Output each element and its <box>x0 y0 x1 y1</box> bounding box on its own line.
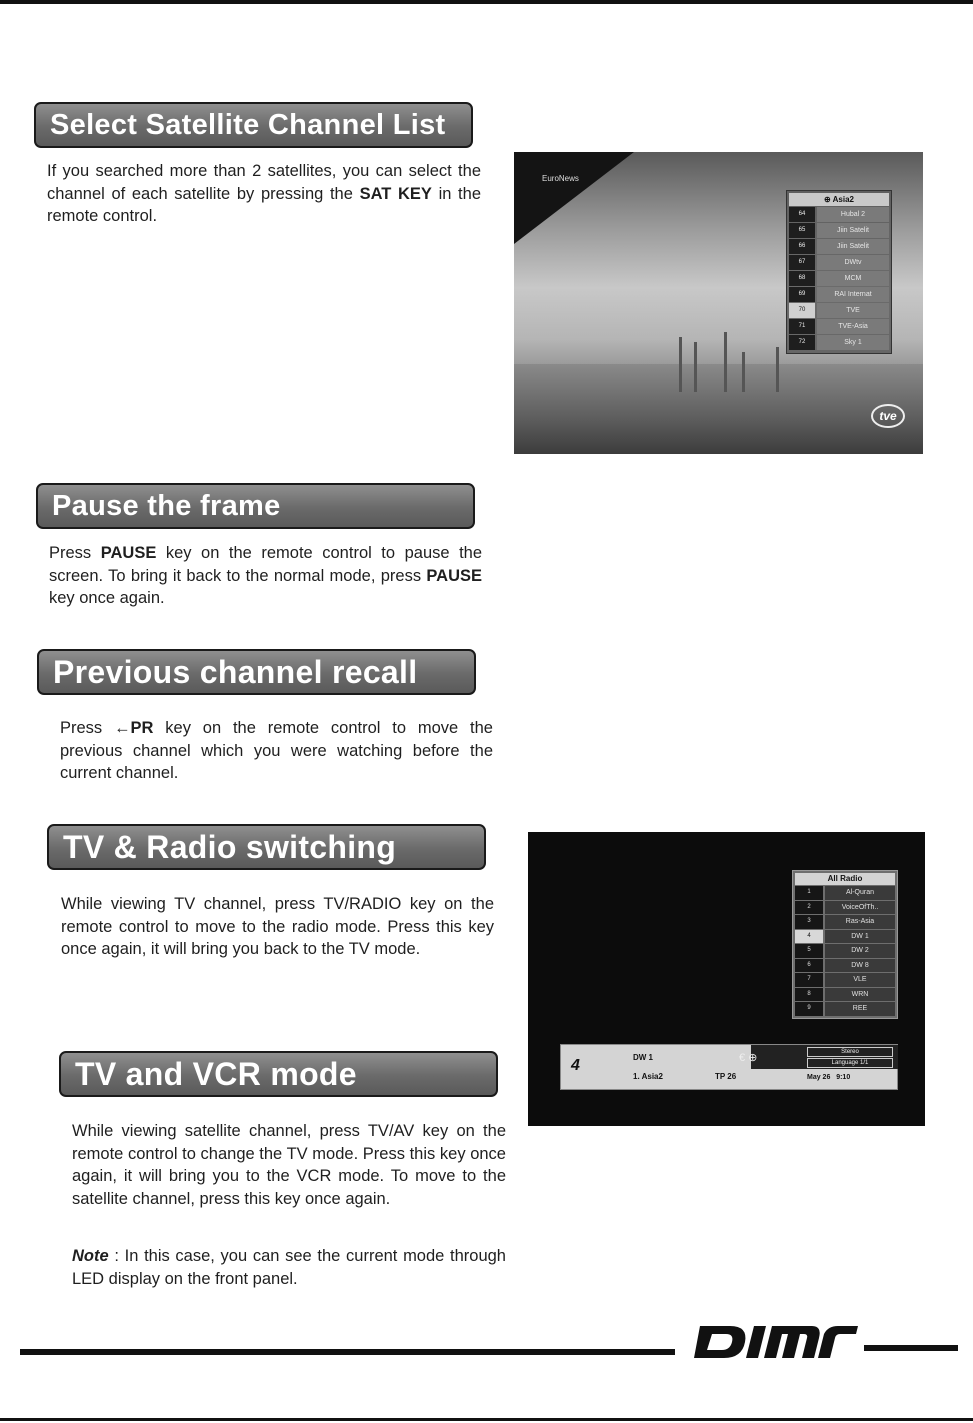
pole <box>694 342 697 392</box>
section-heading-satellite-list <box>34 102 473 148</box>
list-item: 65 Jiin Satelit <box>789 223 889 238</box>
list-item: 67 DWtv <box>789 255 889 270</box>
channel-list-radio <box>792 870 898 1019</box>
text-run: : In this case, you can see the current mode through LED display on the front panel. <box>72 1247 506 1288</box>
list-item: 1 Al-Quran <box>795 886 895 900</box>
list-item: 72 Sky 1 <box>789 335 889 350</box>
heading-text: Pause the frame <box>52 490 281 522</box>
text-run: key on the remote control to pause the screen. To bring it back to the normal mode, press <box>49 544 482 585</box>
list-item: 3 Ras-Asia <box>795 915 895 929</box>
banner-transponder: TP 26 <box>715 1072 737 1081</box>
text-run: Press <box>49 544 101 562</box>
section-heading-recall <box>37 649 476 695</box>
top-rule <box>0 0 973 4</box>
heading-text: Select Satellite Channel List <box>50 109 446 141</box>
heading-text: TV and VCR mode <box>75 1056 357 1092</box>
note-label: Note <box>72 1247 109 1265</box>
text-run: If you searched more than 2 satellites, you can select the channel of each satellite by pressing the <box>47 162 481 203</box>
channel-logo: EuroNews <box>542 174 579 183</box>
banner-channel-name: DW 1 <box>633 1053 653 1062</box>
satellite-list-screenshot <box>514 152 923 454</box>
section-text-recall <box>60 717 493 785</box>
brand-logo <box>690 1318 860 1366</box>
bottom-rule <box>0 1418 973 1421</box>
list-title: ⊕ Asia2 <box>789 193 889 206</box>
note-text <box>72 1245 506 1290</box>
pole <box>724 332 727 392</box>
section-text-pause <box>49 542 482 610</box>
list-item: 69 RAI Internat <box>789 287 889 302</box>
banner-datetime: May 26 9:10 <box>807 1074 851 1081</box>
text-run: Press <box>60 719 115 737</box>
banner-language: Language 1/1 <box>807 1058 893 1068</box>
list-item: 9 REE <box>795 1002 895 1016</box>
text-run: in the remote control. <box>47 184 481 225</box>
text-run: key once again. <box>49 589 165 607</box>
channel-list-asia2 <box>786 190 892 354</box>
list-item: 66 Jiin Satelit <box>789 239 889 254</box>
list-item: 5 DW 2 <box>795 944 895 958</box>
key-name: SAT KEY <box>359 184 432 203</box>
channel-corner <box>514 152 634 244</box>
banner-status-icons: € ⊕ <box>739 1052 758 1064</box>
section-text-vcr: While viewing satellite channel, press TV/AV key on the remote control to change the TV mode. Press this key once again, it will bring you to the VCR mode. To move to the satellite channel, press this key once again. <box>72 1122 506 1208</box>
section-heading-vcr <box>59 1051 498 1097</box>
list-item: 7 VLE <box>795 973 895 987</box>
list-item: 8 WRN <box>795 988 895 1002</box>
dmt-logo <box>690 1318 860 1366</box>
key-name: PAUSE <box>426 566 482 585</box>
footer-rule-short <box>864 1345 958 1351</box>
heading-text: Previous channel recall <box>53 654 418 690</box>
landscape <box>514 364 923 454</box>
list-item-selected: 4 DW 1 <box>795 930 895 944</box>
info-banner <box>560 1044 898 1090</box>
heading-text: TV & Radio switching <box>63 829 397 865</box>
section-heading-radio <box>47 824 486 870</box>
section-heading-pause <box>36 483 475 529</box>
banner-channel-number: 4 <box>571 1057 580 1074</box>
list-title: All Radio <box>795 873 895 885</box>
list-item: 2 VoiceOfTh.. <box>795 901 895 915</box>
list-item: 6 DW 8 <box>795 959 895 973</box>
banner-stereo: Stereo <box>807 1047 893 1057</box>
pole <box>742 352 745 392</box>
key-name: PAUSE <box>100 544 157 562</box>
text-run: key on the remote control to move the previous channel which you were watching before the current channel. <box>60 719 493 782</box>
footer-rule <box>20 1349 675 1355</box>
tve-logo: tve <box>871 404 905 428</box>
banner-satellite: 1. Asia2 <box>633 1072 663 1081</box>
list-item: 64 Hubal 2 <box>789 207 889 222</box>
pole <box>679 337 682 392</box>
list-item: 68 MCM <box>789 271 889 286</box>
section-text-satellite-list <box>47 160 481 228</box>
section-text-radio: While viewing TV channel, press TV/RADIO key on the remote control to move to the radio mode. Press this key once again, it will bring you back to the TV mode. <box>61 895 494 958</box>
list-item: 71 TVE-Asia <box>789 319 889 334</box>
list-item: 70 TVE <box>789 303 889 318</box>
key-name: ←PR <box>114 719 154 737</box>
radio-list-screenshot <box>528 832 925 1126</box>
pole <box>776 347 779 392</box>
